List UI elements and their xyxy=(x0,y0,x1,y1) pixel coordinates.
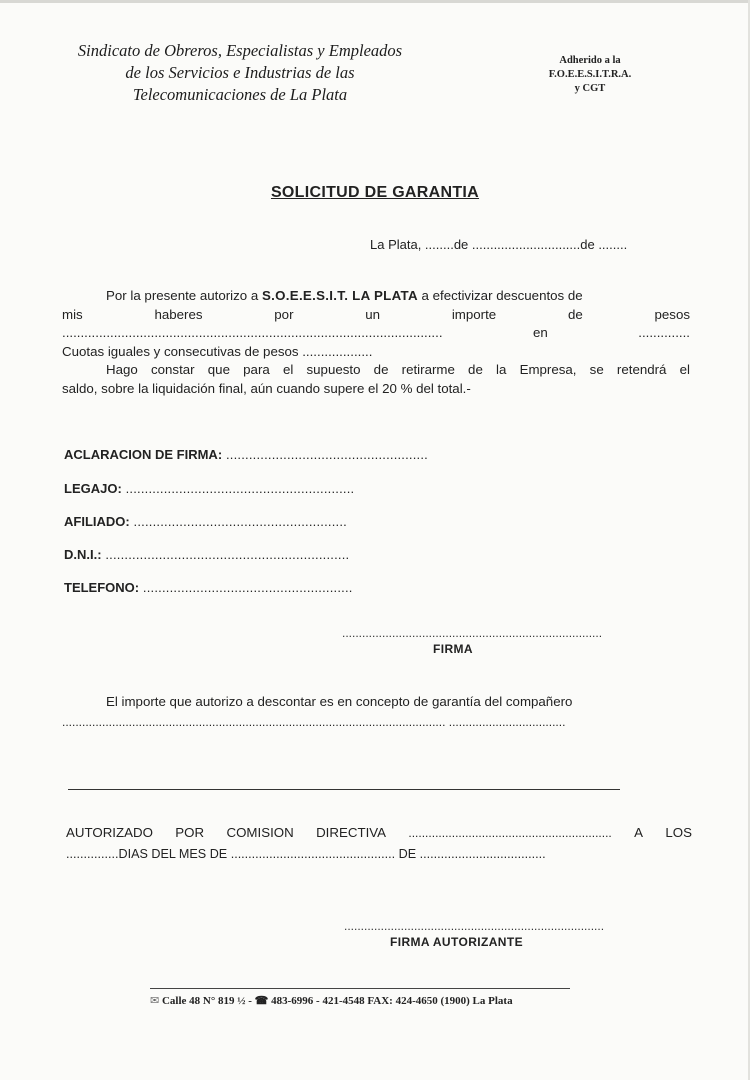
retention-clause-line-1: Hago constar que para el supuesto de retirarme de la Empresa, se retendrá el xyxy=(106,362,690,377)
authorizing-signature-line[interactable]: .............................................................................. xyxy=(344,919,605,933)
signature-label: FIRMA xyxy=(433,642,473,656)
guarantee-statement: El importe que autorizo a descontar es en concepto de garantía del compañero xyxy=(106,694,573,709)
field-blank[interactable]: ..................................................... xyxy=(222,447,428,462)
amount-field[interactable]: ....................................................................................................... xyxy=(62,325,443,340)
authorization-line-3 xyxy=(62,324,690,342)
footer-rule xyxy=(150,988,570,989)
document-title: SOLICITUD DE GARANTIA xyxy=(270,184,480,201)
authorization-continuation: a efectivizar descuentos de xyxy=(417,288,583,303)
word: importe xyxy=(451,307,497,322)
field-legajo[interactable] xyxy=(64,481,354,496)
word: mis xyxy=(62,307,83,322)
affiliation-line-3: y CGT xyxy=(574,83,606,94)
word: AUTORIZADO xyxy=(66,825,153,840)
place-date-field[interactable]: La Plata, ........de ..............................de ........ xyxy=(370,237,628,252)
installments-field[interactable]: .............. xyxy=(638,325,690,340)
affiliation-line-1: Adherido a la xyxy=(559,55,621,66)
word: COMISION xyxy=(226,825,294,840)
word: de xyxy=(567,307,583,322)
field-label: ACLARACION DE FIRMA: xyxy=(64,447,223,462)
separator-line xyxy=(68,789,620,790)
signature-line[interactable]: .............................................................................. xyxy=(342,626,603,640)
field-blank[interactable]: ............................................................ xyxy=(121,481,355,496)
word: POR xyxy=(175,825,205,840)
organization-name: S.O.E.E.S.I.T. LA PLATA xyxy=(261,288,418,303)
authorization-line-1 xyxy=(62,287,690,305)
committee-line-1 xyxy=(66,824,692,842)
footer-contact xyxy=(150,994,513,1007)
retention-clause-line-2: saldo, sobre la liquidación final, aún cuando supere el 20 % del total.- xyxy=(62,381,471,396)
authorization-line-2 xyxy=(62,306,690,324)
word: haberes xyxy=(154,307,203,322)
field-telefono[interactable] xyxy=(64,580,353,595)
word: un xyxy=(365,307,381,322)
word: A xyxy=(634,825,643,840)
union-name xyxy=(60,40,420,106)
field-blank[interactable]: ........................................................ xyxy=(129,514,347,529)
installment-amount-line[interactable]: Cuotas iguales y consecutivas de pesos ................... xyxy=(62,344,373,359)
word: LOS xyxy=(665,825,692,840)
scan-edge-top xyxy=(0,0,750,3)
committee-blank[interactable]: ............................................................. xyxy=(408,826,612,840)
word: pesos xyxy=(654,307,690,322)
word: DIRECTIVA xyxy=(316,825,387,840)
field-blank[interactable]: ....................................................... xyxy=(139,580,353,595)
field-label: AFILIADO: xyxy=(64,514,130,529)
union-name-line-3: Telecomunicaciones de La Plata xyxy=(132,85,348,104)
affiliation-note xyxy=(520,54,660,96)
authorization-intro: Por la presente autorizo a xyxy=(106,288,262,303)
affiliation-line-2: F.O.E.E.S.I.T.R.A. xyxy=(548,69,632,80)
committee-date-line[interactable]: ...............DIAS DEL MES DE ............................................... DE .................................... xyxy=(66,847,546,861)
field-blank[interactable]: ................................................................ xyxy=(101,547,350,562)
field-afiliado[interactable] xyxy=(64,514,347,529)
union-name-line-2: de los Servicios e Industrias de las xyxy=(125,63,355,82)
mail-icon: ✉ xyxy=(150,995,160,1007)
field-aclaracion-de-firma[interactable] xyxy=(64,447,428,462)
footer-address: Calle 48 N° 819 ½ - xyxy=(161,995,252,1007)
phone-icon: ☎ xyxy=(254,995,269,1007)
union-name-line-1: Sindicato de Obreros, Especialistas y Empleados xyxy=(77,41,403,60)
field-label: LEGAJO: xyxy=(64,481,122,496)
word-en: en xyxy=(532,325,548,340)
word: por xyxy=(274,307,294,322)
field-label: D.N.I.: xyxy=(64,547,102,562)
guarantee-companion-field[interactable]: ................................................................................................................... ................................... xyxy=(62,715,566,729)
footer-phones: 483-6996 - 421-4548 FAX: 424-4650 (1900) La Plata xyxy=(271,995,513,1007)
authorizing-signature-label: FIRMA AUTORIZANTE xyxy=(390,935,524,949)
field-dni[interactable] xyxy=(64,547,349,562)
field-label: TELEFONO: xyxy=(64,580,140,595)
